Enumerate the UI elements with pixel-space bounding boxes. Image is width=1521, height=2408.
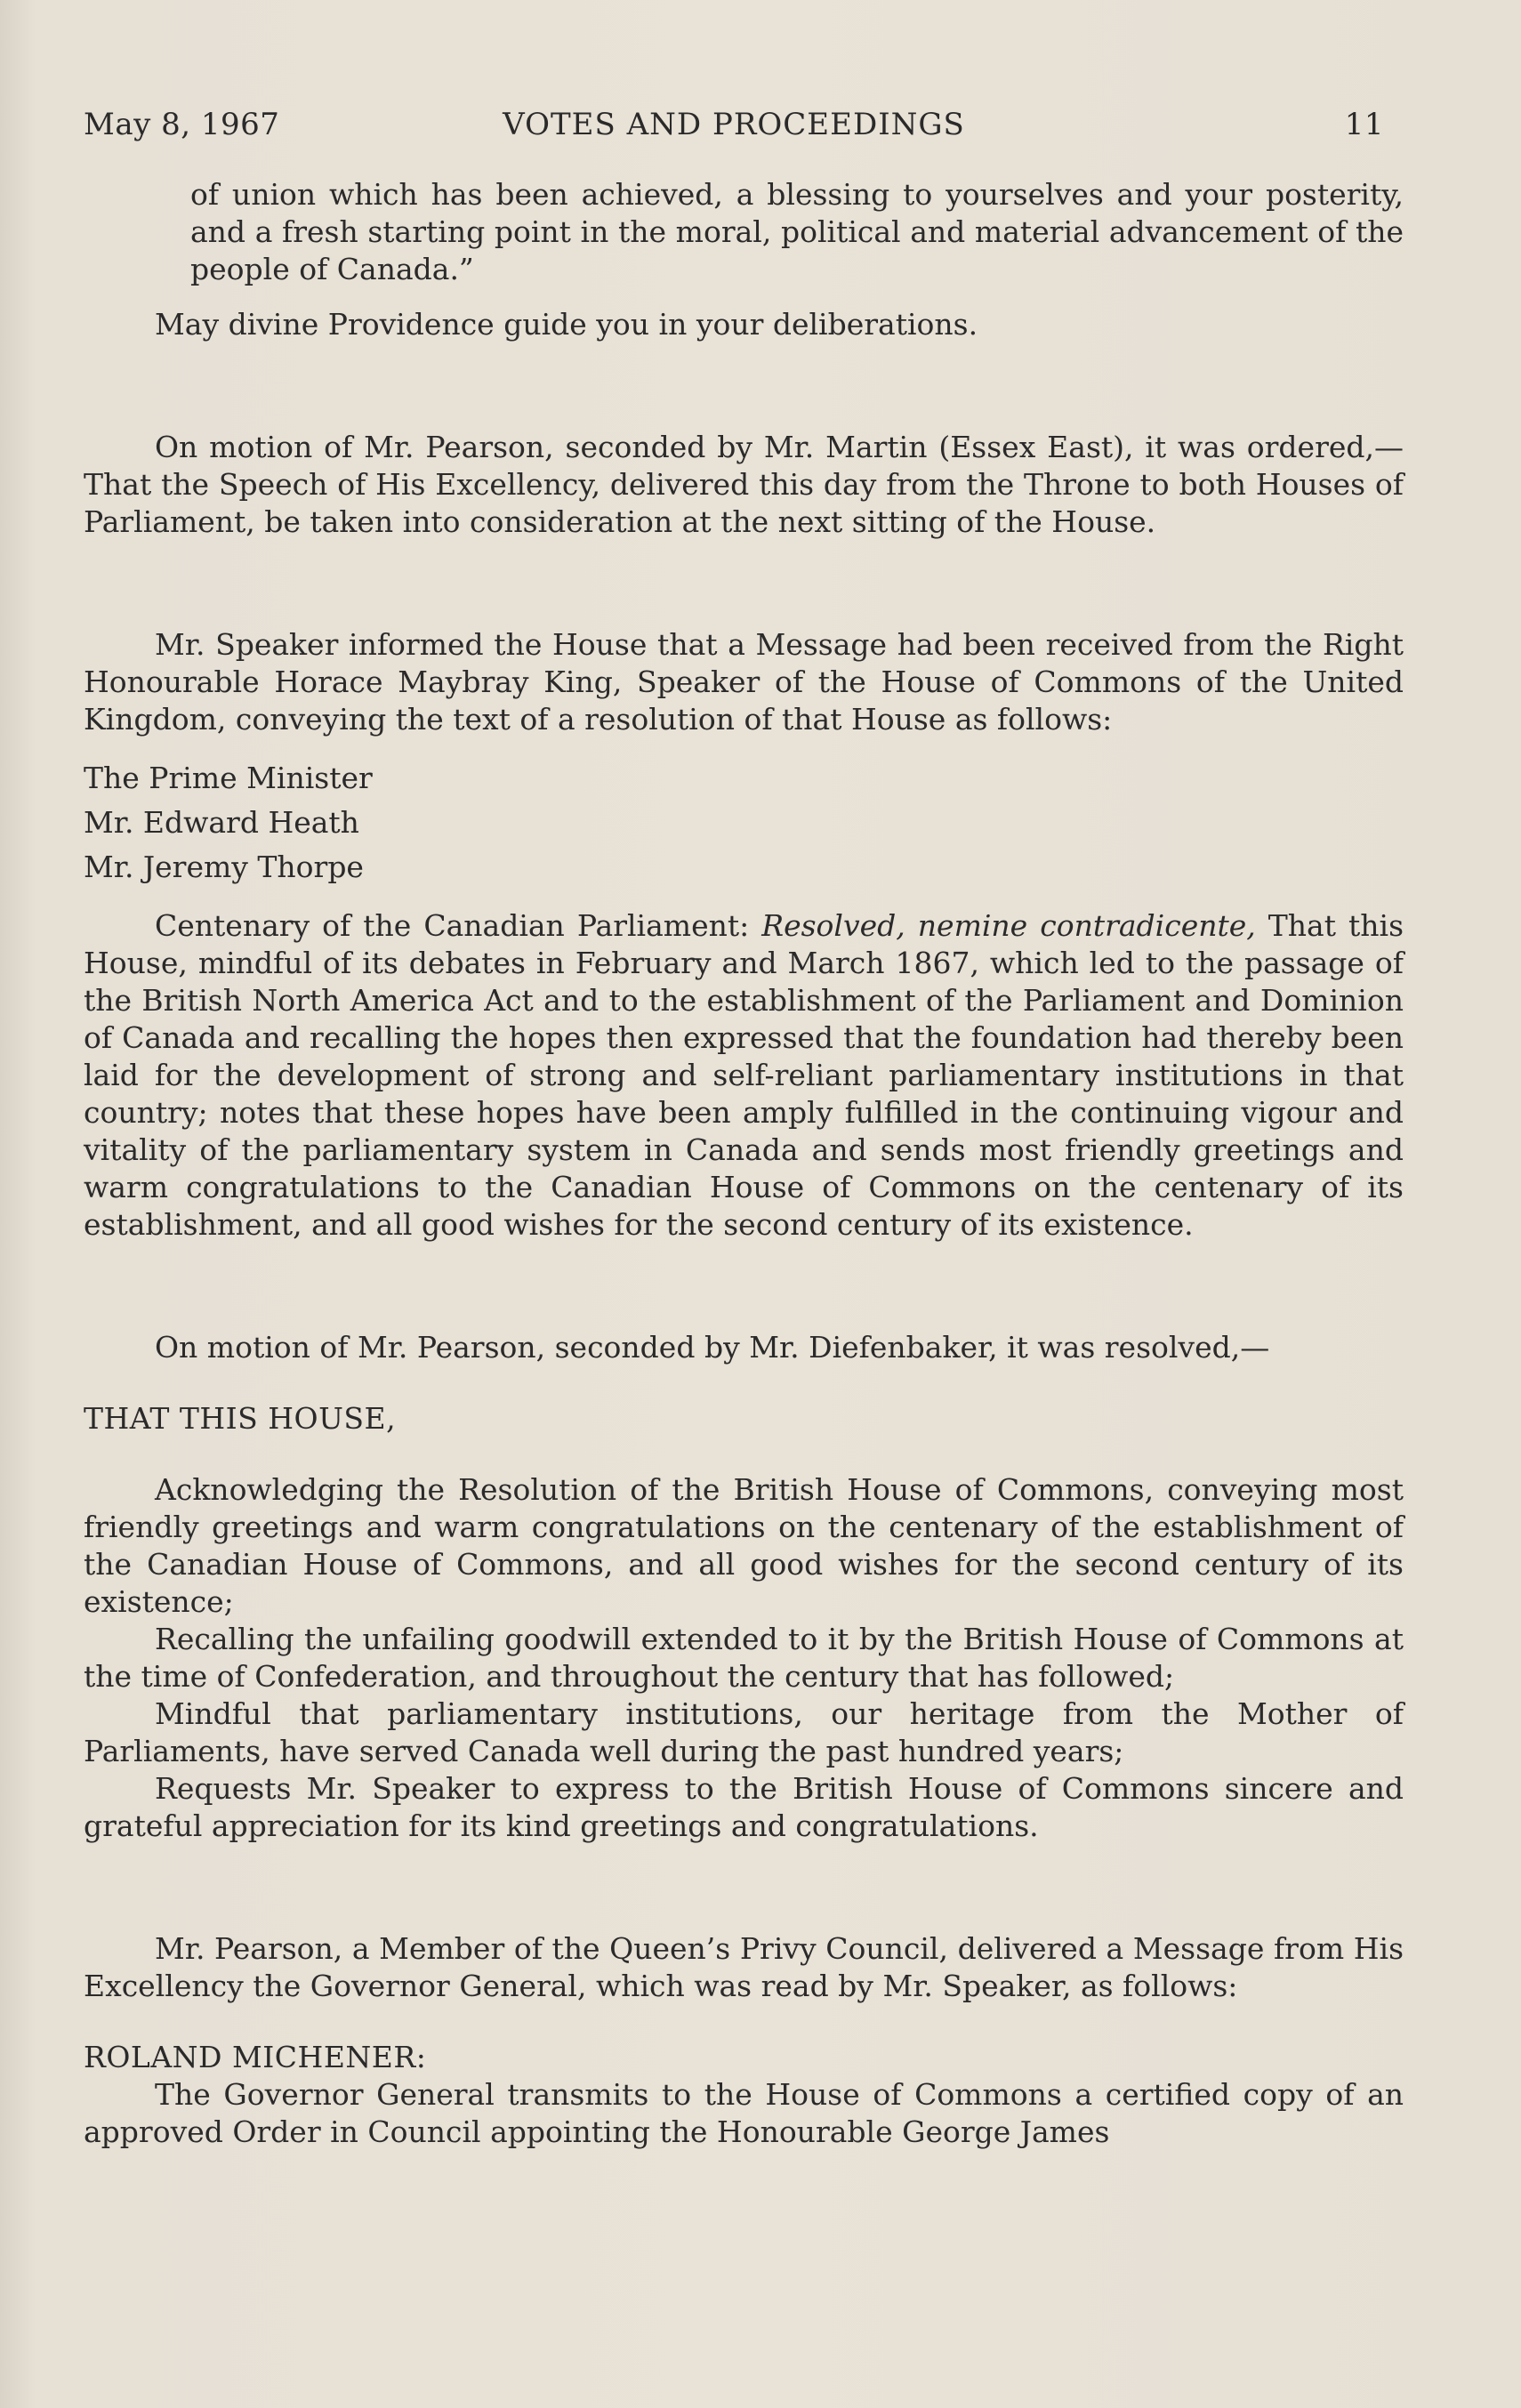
name-edward-heath: Mr. Edward Heath [84,805,359,840]
name-prime-minister: The Prime Minister [84,761,373,795]
page-number: 11 [1344,107,1384,142]
motion-resolved-paragraph: On motion of Mr. Pearson, seconded by Mr. Diefenbaker, it was resolved,— [155,1330,1270,1365]
mindful-paragraph: Mindful that parliamentary institutions, our heritage from the Mother of Parliaments, have served Canada well during the past hundred years; [84,1696,1404,1768]
header-date: May 8, 1967 [84,107,280,142]
centenary-resolution [84,907,1404,1244]
page-content [84,107,1404,2151]
pearson-message-paragraph: Mr. Pearson, a Member of the Queen’s Privy Council, delivered a Message from His Excellency the Governor General, which was read by Mr. Speaker, as follows: [84,1931,1404,2003]
recalling-paragraph: Recalling the unfailing goodwill extended to it by the British House of Commons at the time of Confederation, and throughout the century that has followed; [84,1622,1404,1694]
motion-speech-paragraph: On motion of Mr. Pearson, seconded by Mr. Martin (Essex East), it was ordered,—That the Speech of His Excellency, delivered this day from the Throne to both Houses of Parliament, be taken into consideration at the next sitting of the House. [84,430,1404,539]
speaker-informed-paragraph: Mr. Speaker informed the House that a Message had been received from the Right Honourable Horace Maybray King, Speaker of the House of Commons of the United Kingdom, conveying the text of a resolution of that House as follows: [84,627,1404,737]
acknowledging-paragraph: Acknowledging the Resolution of the British House of Commons, conveying most friendly greetings and warm congratulations on the centenary of the establishment of the Canadian House of Commons, and all good wishes for the second century of its existence; [84,1472,1404,1619]
running-header [84,107,1404,142]
governor-general-paragraph: The Governor General transmits to the House of Commons a certified copy of an approved Order in Council appointing the Honourable George James [84,2077,1404,2149]
roland-michener-heading: ROLAND MICHENER: [84,2040,427,2074]
providence-paragraph: May divine Providence guide you in your deliberations. [155,307,978,342]
centenary-lead: Centenary of the Canadian Parliament: [155,908,762,943]
requests-paragraph: Requests Mr. Speaker to express to the British House of Commons sincere and grateful appreciation for its kind greetings and congratulations. [84,1771,1404,1843]
that-this-house-heading: THAT THIS HOUSE, [84,1401,397,1436]
centenary-body: That this House, mindful of its debates in February and March 1867, which led to the passage of the British North America Act and to the establishment of the Parliament and Dominion of Canada and recalling the hopes then expressed that the foundation had thereby been laid for the development of strong and self-reliant parliamentary institutions in that country; notes that these hopes have been amply fulfilled in the continuing vigour and vitality of the parliamentary system in Canada and sends most friendly greetings and warm congratulations to the Canadian House of Commons on the centenary of its establishment, and all good wishes for the second century of its existence. [84,908,1404,1242]
quote-continuation: of union which has been achieved, a blessing to yourselves and your posterity, and a fresh starting point in the moral, political and material advancement of the people of Canada.” [190,177,1404,286]
centenary-italic: Resolved, nemine contradicente, [761,908,1256,943]
names-list [84,756,1404,890]
name-jeremy-thorpe: Mr. Jeremy Thorpe [84,850,364,884]
header-title: VOTES AND PROCEEDINGS [503,107,965,142]
